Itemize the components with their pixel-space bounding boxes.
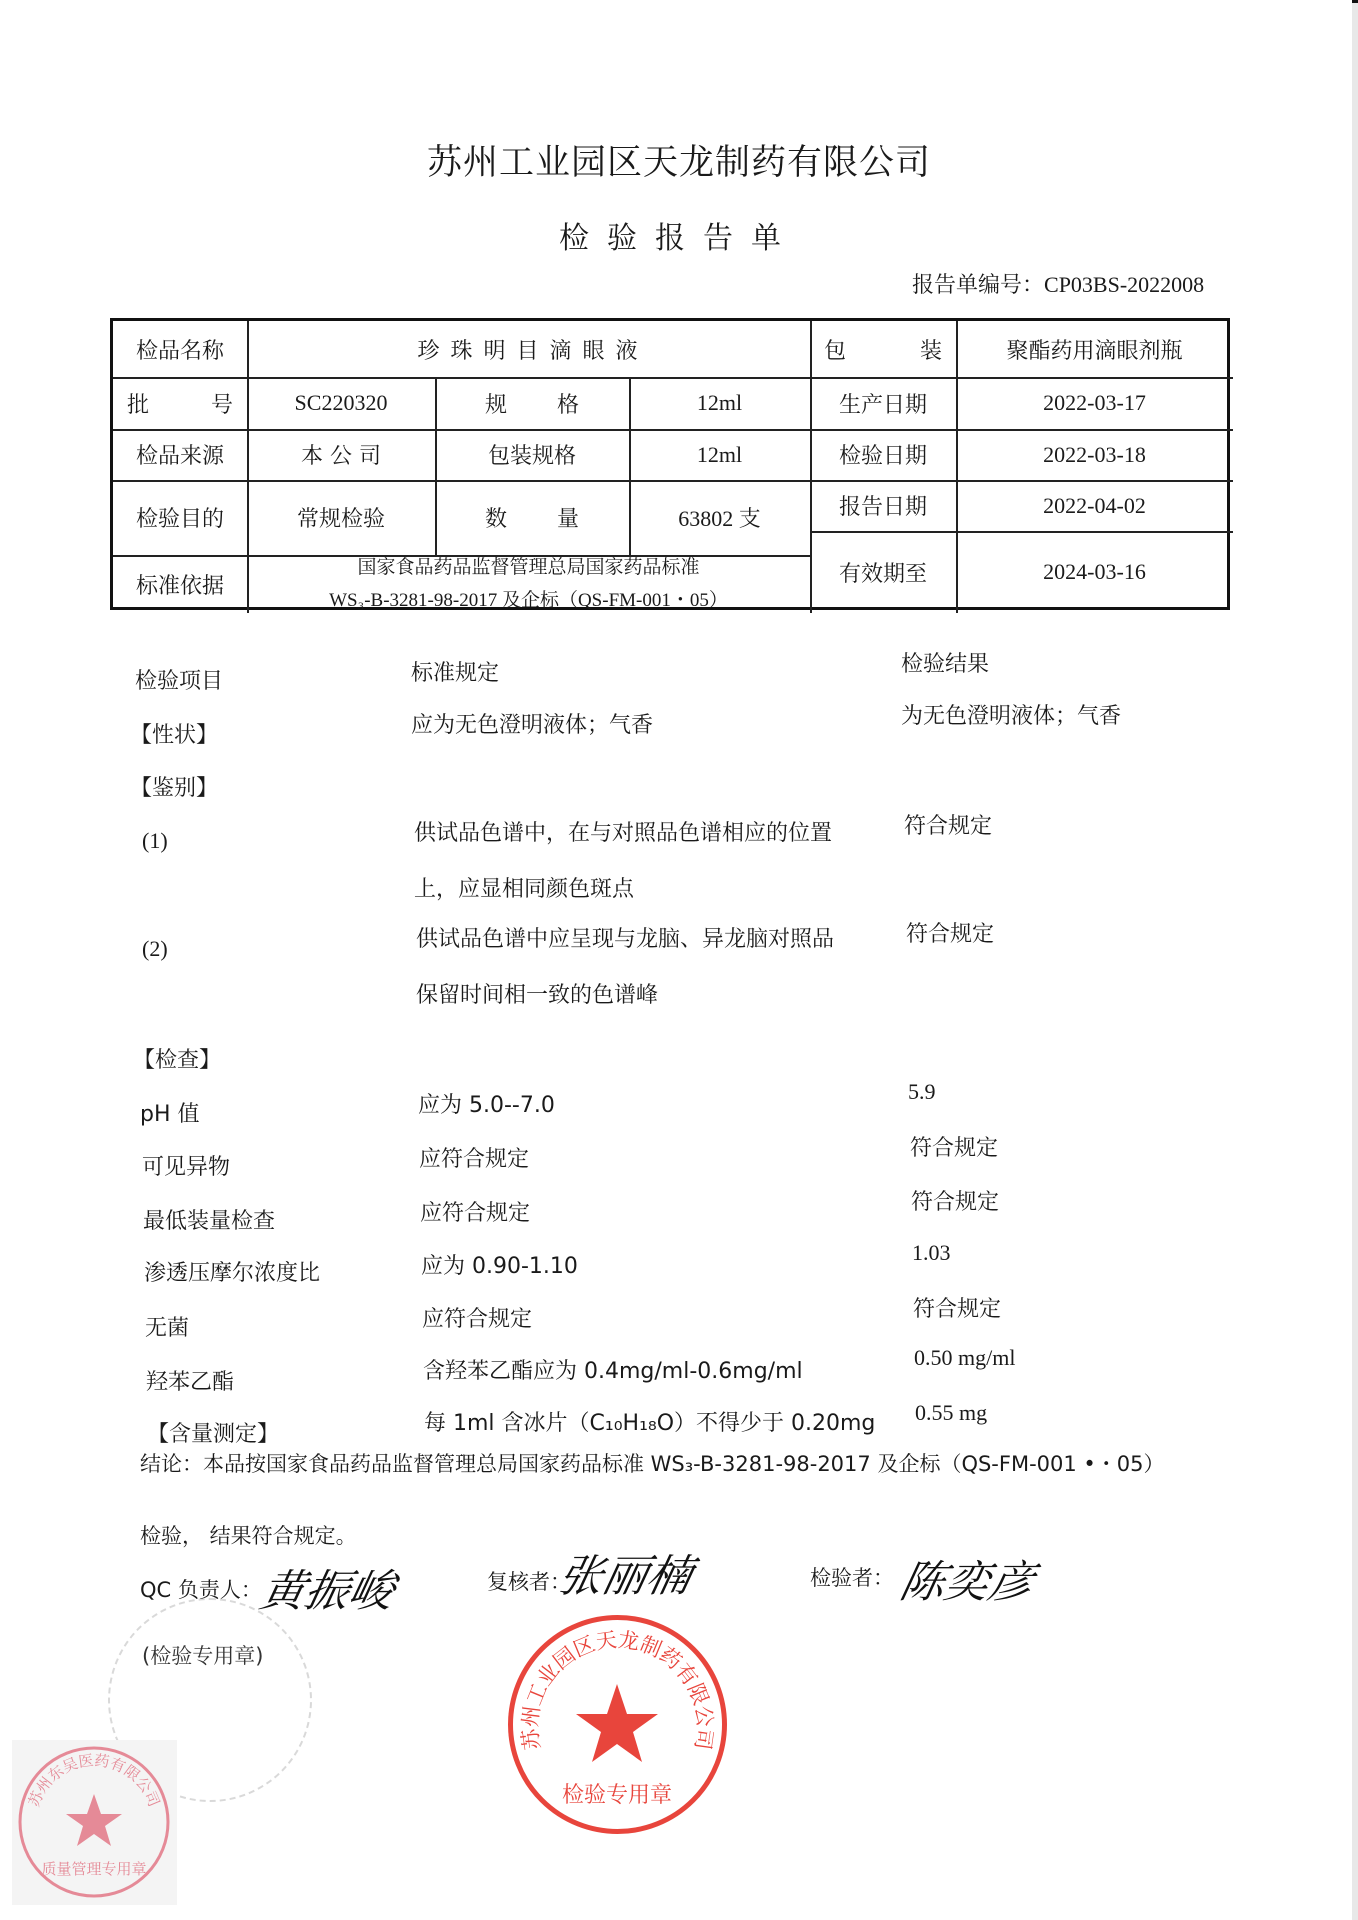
- assay-standard: 每 1ml 含冰片（C₁₀H₁₈O）不得少于 0.20mg: [424, 1411, 876, 1436]
- report-number-label: 报告单编号：: [912, 273, 1045, 298]
- check-standard: 含羟苯乙酯应为 0.4mg/ml-0.6mg/ml: [423, 1359, 803, 1384]
- ident-1-item: (1): [142, 828, 168, 853]
- check-item: 可见异物: [142, 1155, 231, 1180]
- ident-1-result: 符合规定: [904, 814, 993, 839]
- quantity-label: [435, 480, 629, 555]
- ident-1-standard-line-2: 上，应显相同颜色斑点: [414, 877, 635, 902]
- check-item: 羟苯乙酯: [146, 1370, 235, 1395]
- standard-line-1: 国家食品药品监督管理总局国家药品标准: [357, 556, 700, 578]
- ident-2-standard-line-2: 保留时间相一致的色谱峰: [416, 983, 659, 1008]
- pink-stamp-outer-text: 苏州东吴医药有限公司: [24, 1751, 164, 1810]
- qc-signature: 黄振峻: [255, 1566, 399, 1617]
- pack-spec-value: 12ml: [696, 441, 743, 467]
- package-value: 聚酯药用滴眼剂瓶: [1006, 338, 1183, 364]
- red-stamp-inner-text: 检验专用章: [561, 1783, 673, 1808]
- standard-label: 标准依据: [135, 573, 224, 599]
- quantity-label-part: 量: [556, 507, 579, 532]
- info-table: [110, 318, 1230, 610]
- report-number-value: CP03BS-2022008: [1044, 272, 1205, 297]
- check-standard: 应符合规定: [419, 1147, 530, 1172]
- batch-label-part: 号: [210, 392, 233, 418]
- batch-label: [113, 377, 247, 429]
- test-date: 2022-03-18: [1043, 441, 1146, 467]
- conclusion-line-1: 结论：本品按国家食品药品监督管理总局国家药品标准 WS₃-B-3281-98-2017 及企标（QS-FM-001 •・05）: [140, 1452, 1165, 1476]
- scan-edge: [1352, 0, 1358, 1920]
- expiry-date: 2024-03-16: [1043, 559, 1146, 584]
- report-date-label: 报告日期: [838, 495, 927, 520]
- mfg-date-label: 生产日期: [838, 392, 927, 418]
- check-result: 5.9: [908, 1079, 936, 1104]
- red-inspection-stamp: [505, 1612, 730, 1837]
- check-item: 无菌: [145, 1316, 190, 1341]
- red-stamp-outer-text: 苏州工业园区天龙制药有限公司: [517, 1627, 718, 1752]
- product-name: 珍 珠 明 目 滴 眼 液: [417, 338, 640, 364]
- star-icon: [576, 1684, 658, 1762]
- appearance-standard: 应为无色澄明液体；气香: [411, 713, 654, 738]
- package-label-part: 包: [824, 338, 847, 364]
- ident-2-standard-line-1: 供试品色谱中应呈现与龙脑、异龙脑对照品: [416, 927, 835, 952]
- ident-2-item: (2): [142, 936, 168, 961]
- purpose-label: 检验目的: [135, 507, 224, 532]
- inspector-signature: 陈奕彦: [895, 1557, 1039, 1608]
- assay-result: 0.55 mg: [915, 1400, 988, 1425]
- pack-spec-label: 包装规格: [487, 444, 576, 469]
- expiry-label: 有效期至: [838, 561, 927, 587]
- package-label: [810, 321, 956, 377]
- check-result: 0.50 mg/ml: [914, 1345, 1016, 1370]
- batch-label-part: 批: [127, 392, 150, 418]
- check-item: 最低装量检查: [143, 1209, 276, 1234]
- check-standard: 应符合规定: [422, 1307, 533, 1332]
- standard-basis: [247, 555, 810, 613]
- spec-label-part: 格: [556, 392, 579, 418]
- batch-number: SC220320: [294, 390, 388, 415]
- purpose-value: 常规检验: [296, 507, 385, 532]
- mfg-date: 2022-03-17: [1043, 390, 1146, 415]
- standard-line-2: WS₃-B-3281-98-2017 及企标（QS-FM-001・05）: [329, 590, 728, 611]
- quantity-value: 63802 支: [678, 506, 761, 531]
- pink-quality-stamp: [14, 1742, 174, 1902]
- pink-stamp-inner-text: 质量管理专用章: [41, 1860, 147, 1878]
- spec-value: 12ml: [696, 390, 743, 415]
- source-label: 检品来源: [135, 444, 224, 469]
- report-date: 2022-04-02: [1043, 492, 1146, 518]
- company-name: 苏州工业园区天龙制药有限公司: [426, 143, 931, 183]
- package-label-part: 装: [919, 338, 942, 364]
- reviewer-signature: 张丽楠: [553, 1551, 697, 1602]
- qc-label: QC 负责人：: [140, 1578, 262, 1602]
- check-standard: 应为 5.0--7.0: [418, 1093, 555, 1118]
- check-item: pH 值: [140, 1102, 200, 1127]
- product-name-label: 检品名称: [135, 338, 224, 364]
- check-item: 渗透压摩尔浓度比: [144, 1261, 321, 1286]
- inspector-label: 检验者：: [810, 1566, 894, 1590]
- check-result: 符合规定: [911, 1190, 1000, 1215]
- check-standard: 应符合规定: [420, 1201, 531, 1226]
- star-icon: [66, 1794, 122, 1846]
- col-header-standard: 标准规定: [411, 661, 500, 686]
- col-header-result: 检验结果: [901, 652, 990, 677]
- check-result: 符合规定: [910, 1136, 999, 1161]
- check-header: 【检查】: [133, 1048, 222, 1073]
- spec-label-part: 规: [485, 392, 508, 418]
- ident-2-result: 符合规定: [906, 922, 995, 947]
- ident-1-standard-line-1: 供试品色谱中，在与对照品色谱相应的位置: [414, 821, 833, 846]
- identification-header: 【鉴别】: [130, 776, 219, 801]
- col-header-item: 检验项目: [135, 669, 224, 694]
- faded-stamp-label: (检验专用章): [142, 1644, 264, 1668]
- report-number: [912, 268, 1204, 299]
- appearance-item: 【性状】: [130, 723, 219, 748]
- spec-label: [435, 377, 629, 429]
- check-standard: 应为 0.90-1.10: [421, 1254, 578, 1279]
- check-result: 符合规定: [913, 1297, 1002, 1322]
- reviewer-label: 复核者：: [487, 1570, 571, 1594]
- conclusion-line-2: 检验， 结果符合规定。: [140, 1524, 357, 1548]
- check-result: 1.03: [912, 1240, 951, 1265]
- quantity-label-part: 数: [485, 507, 508, 532]
- document-title: 检验报告单: [559, 221, 799, 256]
- source-value: 本 公 司: [301, 444, 381, 469]
- test-date-label: 检验日期: [838, 444, 927, 469]
- appearance-result: 为无色澄明液体；气香: [901, 704, 1122, 729]
- assay-item: 【含量测定】: [147, 1422, 280, 1447]
